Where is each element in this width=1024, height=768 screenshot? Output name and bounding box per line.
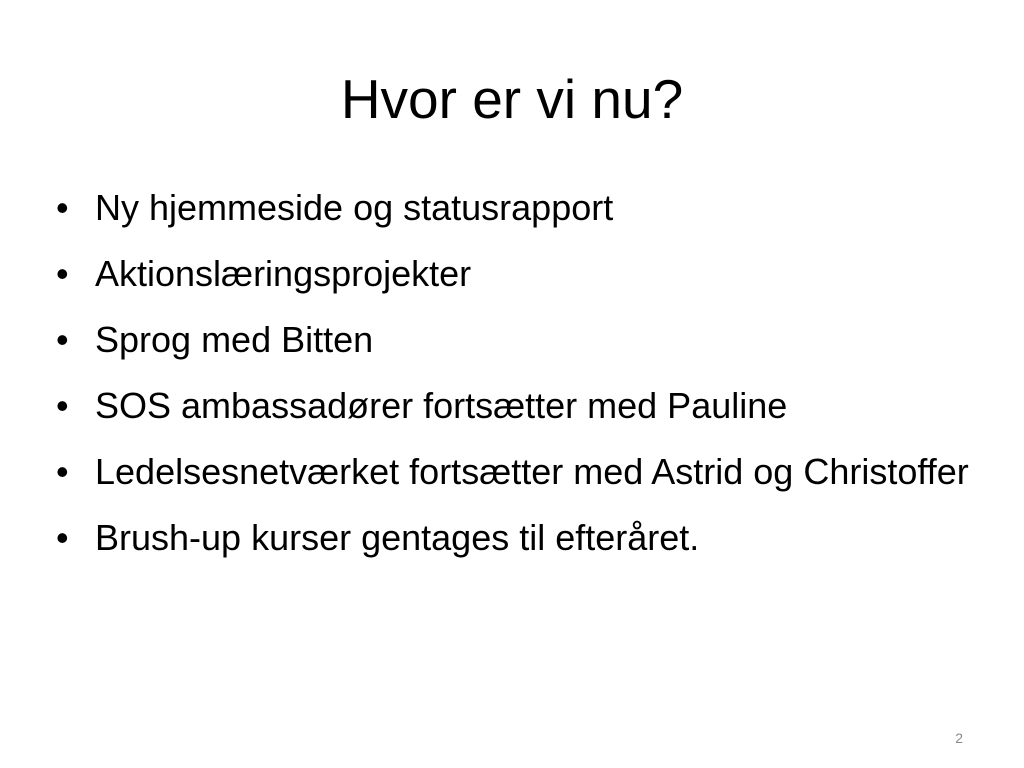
bullet-text: Aktionslæringsprojekter [95,253,472,294]
bullet-text: SOS ambassadører fortsætter med Pauline [95,385,788,426]
page-number: 2 [955,730,963,746]
bullet-text: Ledelsesnetværket fortsætter med Astrid og Christoffer [95,451,969,492]
bullet-marker: • [56,517,69,558]
bullet-marker: • [56,319,69,360]
bullet-list [56,186,986,582]
bullet-marker: • [56,253,69,294]
bullet-item-5 [56,450,986,494]
bullet-text: Sprog med Bitten [95,319,374,360]
bullet-item-4 [56,384,986,428]
bullet-text: Ny hjemmeside og statusrapport [95,187,614,228]
bullet-item-1 [56,186,986,230]
bullet-marker: • [56,187,69,228]
bullet-marker: • [56,451,69,492]
bullet-marker: • [56,385,69,426]
bullet-text: Brush-up kurser gentages til efteråret. [95,517,700,558]
bullet-item-3 [56,318,986,362]
bullet-item-2 [56,252,986,296]
slide-title: Hvor er vi nu? [340,68,684,130]
bullet-item-6 [56,516,986,560]
